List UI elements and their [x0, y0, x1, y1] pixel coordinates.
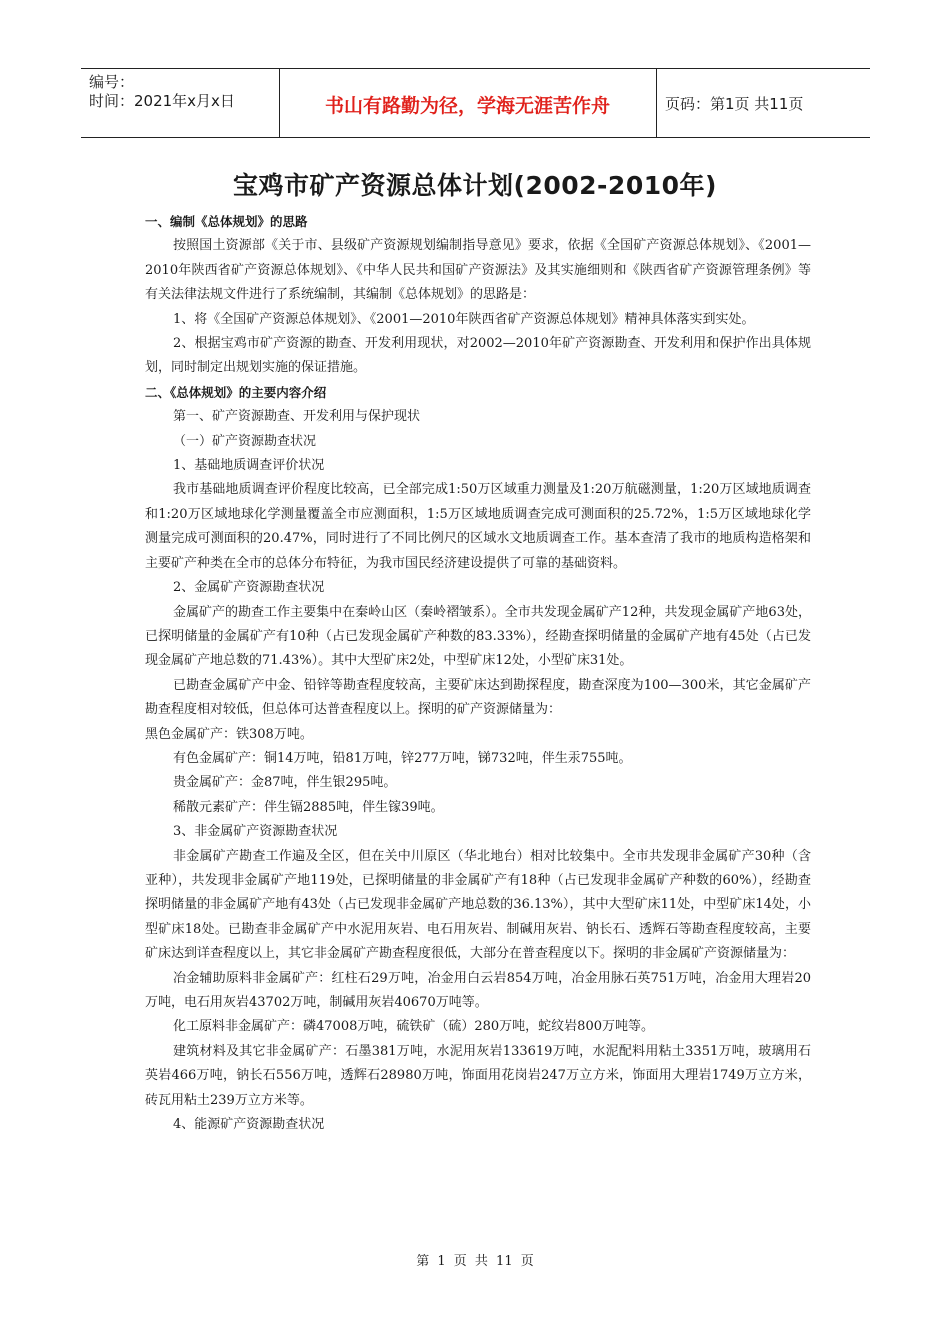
body-paragraph: 第一、矿产资源勘查、开发利用与保护现状: [173, 409, 421, 425]
body-paragraph: 4、能源矿产资源勘查状况: [173, 1117, 325, 1133]
document-body: [145, 210, 811, 1137]
body-paragraph: 1、将《全国矿产资源总体规划》、《2001—2010年陕西省矿产资源总体规划》精神具体落实到实处。: [173, 311, 755, 327]
page-header: [81, 68, 870, 138]
header-motto: 书山有路勤为径，学海无涯苦作舟: [324, 95, 610, 117]
body-paragraph: 已勘查金属矿产中金、铅锌等勘查程度较高，主要矿床达到勘探程度，勘查深度为100—300米，其它金属矿产勘查程度相对较低，但总体可达普查程度以上。探明的矿产资源储量为：: [145, 677, 811, 718]
body-paragraph: 按照国土资源部《关于市、县级矿产资源规划编制指导意见》要求，依据《全国矿产资源总体规划》、《2001—2010年陕西省矿产资源总体规划》、《中华人民共和国矿产资源法》及其实施细则和《陕西省矿产资源管理条例》等有关法律法规文件进行了系统编制，其编制《总体规划》的思路是：: [145, 238, 811, 303]
number-label: 编号：: [89, 73, 135, 91]
time-label: 时间：2021年x月x日: [89, 92, 235, 110]
body-paragraph: 3、非金属矿产资源勘查状况: [173, 824, 338, 840]
page-footer: 第 1 页 共 11 页: [416, 1254, 534, 1269]
body-paragraph: 我市基础地质调查评价程度比较高，已全部完成1:50万区域重力测量及1:20万航磁测量，1:20万区域地质调查和1:20万区域地球化学测量覆盖全市应测面积，1:5万区域地质调查完成可测面积的25.72%，1:5万区域地球化学测量完成可测面积的20.47%，同时进行了不同比例尺的区域水文地质调查工作。基本查清了我市的地质构造格架和主要矿产种类在全市的总体分布特征，为我市国民经济建设提供了可靠的基础资料。: [145, 482, 811, 571]
header-divider: [656, 69, 657, 137]
body-paragraph: 化工原料非金属矿产：磷47008万吨，硫铁矿（硫）280万吨，蛇纹岩800万吨等。: [173, 1019, 654, 1035]
section-heading: 二、《总体规划》的主要内容介绍: [145, 384, 327, 400]
body-paragraph: 1、基础地质调查评价状况: [173, 458, 325, 474]
body-paragraph: （一）矿产资源勘查状况: [173, 433, 317, 449]
body-paragraph: 冶金辅助原料非金属矿产：红柱石29万吨，冶金用白云岩854万吨，冶金用脉石英751万吨，冶金用大理岩20万吨，电石用灰岩43702万吨，制碱用灰岩40670万吨等。: [145, 970, 811, 1010]
body-paragraph: 2、金属矿产资源勘查状况: [173, 580, 325, 596]
body-paragraph: 非金属矿产勘查工作遍及全区，但在关中川原区（华北地台）相对比较集中。全市共发现非金属矿产30种（含亚种），共发现非金属矿产地119处，已探明储量的非金属矿产有18种（占已发现非金属矿产种数的60%），经勘查探明储量的非金属矿产地有43处（占已发现非金属矿产地总数的36.13%），其中大型矿床11处，中型矿床14处，小型矿床18处。已勘查非金属矿产中水泥用灰岩、电石用灰岩、制碱用灰岩、钠长石、透辉石等勘查程度较高，主要矿床达到详查程度以上，其它非金属矿产勘查程度很低，大部分在普查程度以下。探明的非金属矿产资源储量为：: [145, 848, 811, 962]
body-paragraph: 有色金属矿产：铜14万吨，铅81万吨，锌277万吨，锑732吨，伴生汞755吨。: [173, 750, 632, 766]
document-title: 宝鸡市矿产资源总体计划(2002-2010年): [233, 171, 717, 200]
body-paragraph: 黑色金属矿产：铁308万吨。: [145, 726, 313, 742]
section-heading: 一、编制《总体规划》的思路: [145, 214, 308, 229]
body-paragraph: 稀散元素矿产：伴生镉2885吨，伴生镓39吨。: [173, 799, 444, 815]
header-meta: [89, 73, 279, 111]
body-paragraph: 贵金属矿产：金87吨，伴生银295吨。: [173, 775, 397, 791]
body-paragraph: 建筑材料及其它非金属矿产：石墨381万吨，水泥用灰岩133619万吨，水泥配料用粘土3351万吨，玻璃用石英岩466万吨，钠长石556万吨，透辉石28980万吨，饰面用花岗岩247万立方米，饰面用大理岩1749万立方米，砖瓦用粘土239万立方米等。: [145, 1043, 811, 1108]
header-page-info: 页码：第1页 共11页: [665, 95, 804, 113]
body-paragraph: 2、根据宝鸡市矿产资源的勘查、开发利用现状，对2002—2010年矿产资源勘查、开发利用和保护作出具体规划，同时制定出规划实施的保证措施。: [145, 336, 811, 376]
body-paragraph: 金属矿产的勘查工作主要集中在秦岭山区（秦岭褶皱系）。全市共发现金属矿产12种，共发现金属矿产地63处，已探明储量的金属矿产有10种（占已发现金属矿产种数的83.33%），经勘查探明储量的金属矿产地有45处（占已发现金属矿产地总数的71.43%）。其中大型矿床2处，中型矿床12处，小型矿床31处。: [145, 604, 811, 669]
